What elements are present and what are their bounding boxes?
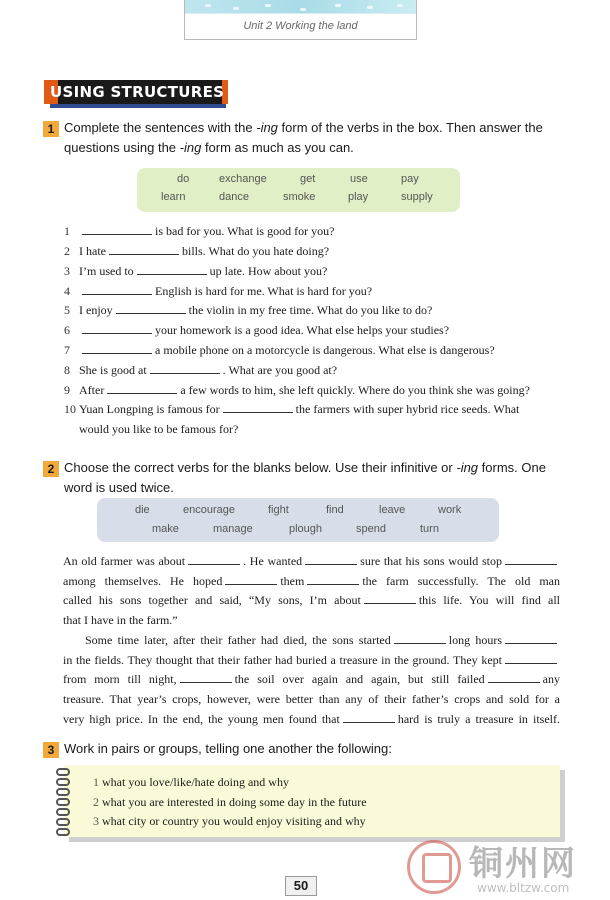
section-header [44, 80, 228, 108]
sentence-7: 7 a mobile phone on a motorcycle is dangerous. What else is dangerous? [64, 343, 495, 357]
list-item: 2 what you are interested in doing some day in the future [93, 795, 367, 809]
word: supply [401, 191, 433, 203]
passage-paragraph-1: An old farmer was about . He wanted sure that his sons would stop among themselves. He hoped them the farm successfully. The old man called his sons together and said, “My sons, I’m about this life. You will find all that I have in the farm.” [63, 554, 560, 628]
word: turn [420, 523, 439, 535]
list-item: 1 what you love/like/hate doing and why [93, 775, 289, 789]
watermark-logo [407, 836, 603, 898]
section-title: USING STRUCTURES [50, 83, 225, 101]
exercise-2-number: 2 [43, 461, 59, 477]
word: make [152, 523, 179, 535]
word: spend [356, 523, 386, 535]
word: die [135, 504, 150, 516]
word: learn [161, 191, 186, 203]
exercise-3-instruction: Work in pairs or groups, telling one another the following: [64, 741, 392, 756]
word: plough [289, 523, 323, 535]
word: encourage [183, 504, 235, 516]
exercise-1-number: 1 [43, 121, 59, 137]
watermark-chinese: 铜州网 [469, 844, 577, 884]
exercise-2-instruction: Choose the correct verbs for the blanks below. Use their infinitive or -ing forms. One word is used twice. [64, 460, 546, 495]
word: exchange [219, 173, 267, 185]
exercise-3-number: 3 [43, 742, 59, 758]
list-item: 3 what city or country you would enjoy visiting and why [93, 814, 366, 828]
word: get [300, 173, 316, 185]
sentence-3: 3 I’m used to up late. How about you? [64, 264, 328, 278]
word: leave [379, 504, 406, 516]
word: smoke [283, 191, 316, 203]
sentence-6: 6 your homework is a good idea. What else helps your studies? [64, 323, 450, 337]
sentence-8: 8 She is good at . What are you good at? [64, 363, 338, 377]
exercise-1-instruction: Complete the sentences with the -ing form of the verbs in the box. Then answer the questions using the -ing form as much as you can. [64, 120, 543, 155]
sentence-2: 2 I hate bills. What do you hate doing? [64, 244, 330, 258]
sentence-9: 9 After a few words to him, she left quickly. Where do you think she was going? [64, 383, 530, 397]
watermark-seal-icon [407, 840, 461, 894]
sentence-10: 10 Yuan Longping is famous for the farmers with super hybrid rice seeds. What [64, 402, 520, 416]
sentence-10-continued: would you like to be famous for? [79, 422, 239, 436]
word: work [438, 504, 462, 516]
word: pay [401, 173, 419, 185]
word-box-1 [137, 168, 460, 212]
word: fight [268, 504, 289, 516]
unit-title: Unit 2 Working the land [243, 20, 358, 32]
page-number: 50 [285, 876, 317, 896]
word: do [177, 173, 190, 185]
word: play [348, 191, 369, 203]
word: use [350, 173, 368, 185]
banner-water-image [185, 0, 416, 14]
word: dance [219, 191, 249, 203]
word: find [326, 504, 344, 516]
sentence-1: 1 is bad for you. What is good for you? [64, 224, 335, 238]
word-box-2 [97, 498, 499, 542]
notebook-rings [56, 768, 72, 838]
sentence-5: 5 I enjoy the violin in my free time. What do you like to do? [64, 303, 433, 317]
word: manage [213, 523, 253, 535]
passage-paragraph-2: Some time later, after their father had died, the sons started long hours in the fields. They thought that their father had buried a treasure in the ground. They kept from morn till night, the soil over again and again, but still failed any treasure. That year’s crops, however, were better than any of their father’s crops and sold for a very high price. In the end, the young men found that hard is truly a treasure in itself. [63, 633, 561, 726]
sentence-4: 4 English is hard for me. What is hard for you? [64, 284, 373, 298]
watermark-url: www.bltzw.com [477, 881, 570, 895]
unit-banner [184, 0, 417, 40]
